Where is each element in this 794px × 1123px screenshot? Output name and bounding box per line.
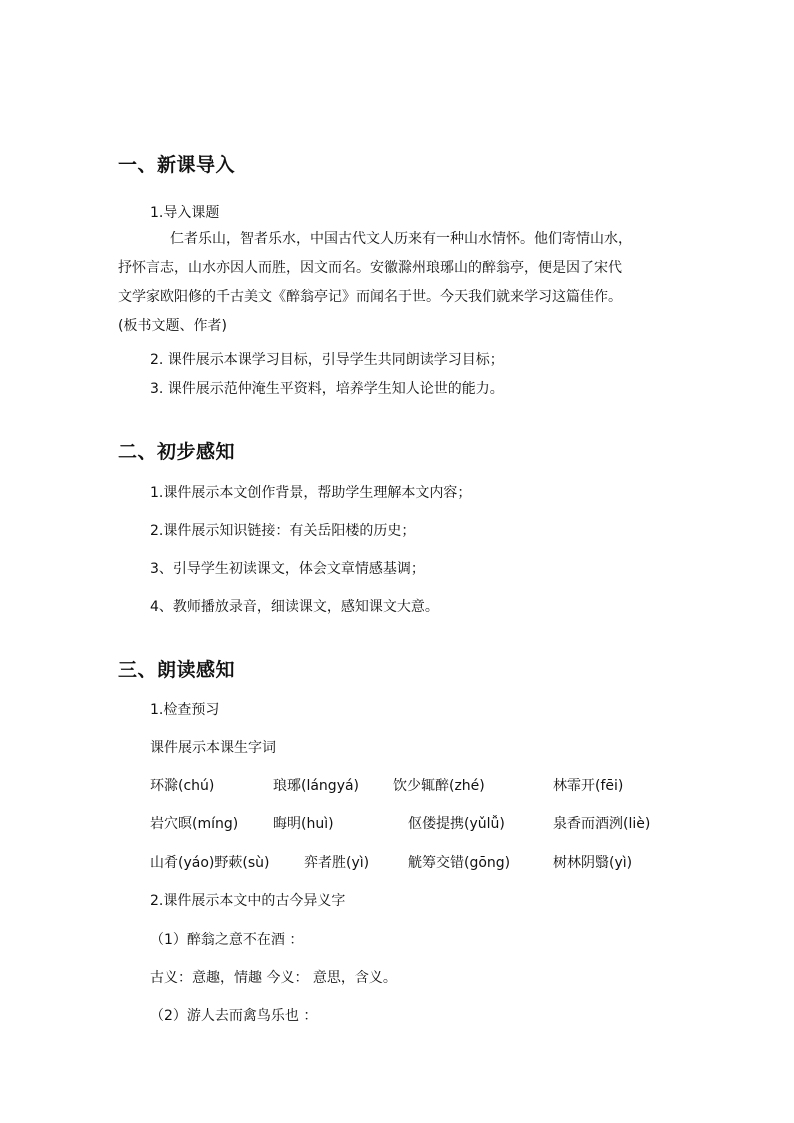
vocab-word: 晦明(huì)	[273, 816, 334, 832]
item-title: 1.导入课题	[150, 205, 220, 221]
intro-paragraph	[118, 225, 678, 341]
vocab-word: 饮少辄醉(zhé)	[393, 778, 485, 794]
vocab-word: 山肴(yáo)野蔌(sù)	[150, 855, 270, 871]
vocab-word: 琅琊(lángyá)	[273, 778, 360, 794]
vocab-word: 环滁(chú)	[150, 778, 215, 794]
vocab-word: 弈者胜(yì)	[304, 855, 370, 871]
list-item: 2.课件展示知识链接：有关岳阳楼的历史；	[150, 523, 416, 539]
list-item: 2. 课件展示本课学习目标，引导学生共同朗读学习目标；	[150, 352, 504, 368]
list-item: 4、教师播放录音，细读课文，感知课文大意。	[150, 599, 439, 615]
vocab-word: 觥筹交错(gōng)	[408, 855, 511, 871]
section-heading: 三、朗读感知	[118, 659, 236, 681]
sub-item: （2）游人去而禽鸟乐也 ：	[150, 1008, 318, 1024]
vocab-word: 伛偻提携(yǔlǚ)	[408, 816, 505, 832]
section-heading: 一、新课导入	[118, 154, 236, 176]
vocab-word: 岩穴暝(míng)	[150, 816, 239, 832]
vocab-word: 林霏开(fēi)	[553, 778, 624, 794]
section-heading: 二、初步感知	[118, 441, 236, 463]
list-item: 1.课件展示本文创作背景，帮助学生理解本文内容；	[150, 485, 472, 501]
paragraph-line: 文学家欧阳修的千古美文《醉翁亭记》而闻名于世。今天我们就来学习这篇佳作。	[118, 289, 622, 305]
vocab-intro: 课件展示本课生字词	[150, 740, 276, 756]
list-item: 3. 课件展示范仲淹生平资料，培养学生知人论世的能力。	[150, 381, 504, 397]
paragraph-line: 抒怀言志，山水亦因人而胜，因文而名。安徽滁州琅琊山的醉翁亭，便是因了宋代	[118, 260, 622, 276]
vocab-word: 树林阴翳(yì)	[553, 855, 633, 871]
vocab-word: 泉香而酒洌(liè)	[553, 816, 651, 832]
sub-item-meaning: 古义：意趣，情趣 今义： 意思，含义。	[150, 970, 397, 986]
paragraph-line: 仁者乐山，智者乐水，中国古代文人历来有一种山水情怀。他们寄情山水，	[170, 231, 632, 247]
item-title: 1.检查预习	[150, 702, 220, 718]
list-item: 3、引导学生初读课文，体会文章情感基调；	[150, 561, 425, 577]
paragraph-line: (板书文题、作者)	[118, 318, 227, 334]
sub-item: （1）醉翁之意不在酒 ：	[150, 932, 304, 948]
item-title: 2.课件展示本文中的古今异义字	[150, 893, 346, 909]
